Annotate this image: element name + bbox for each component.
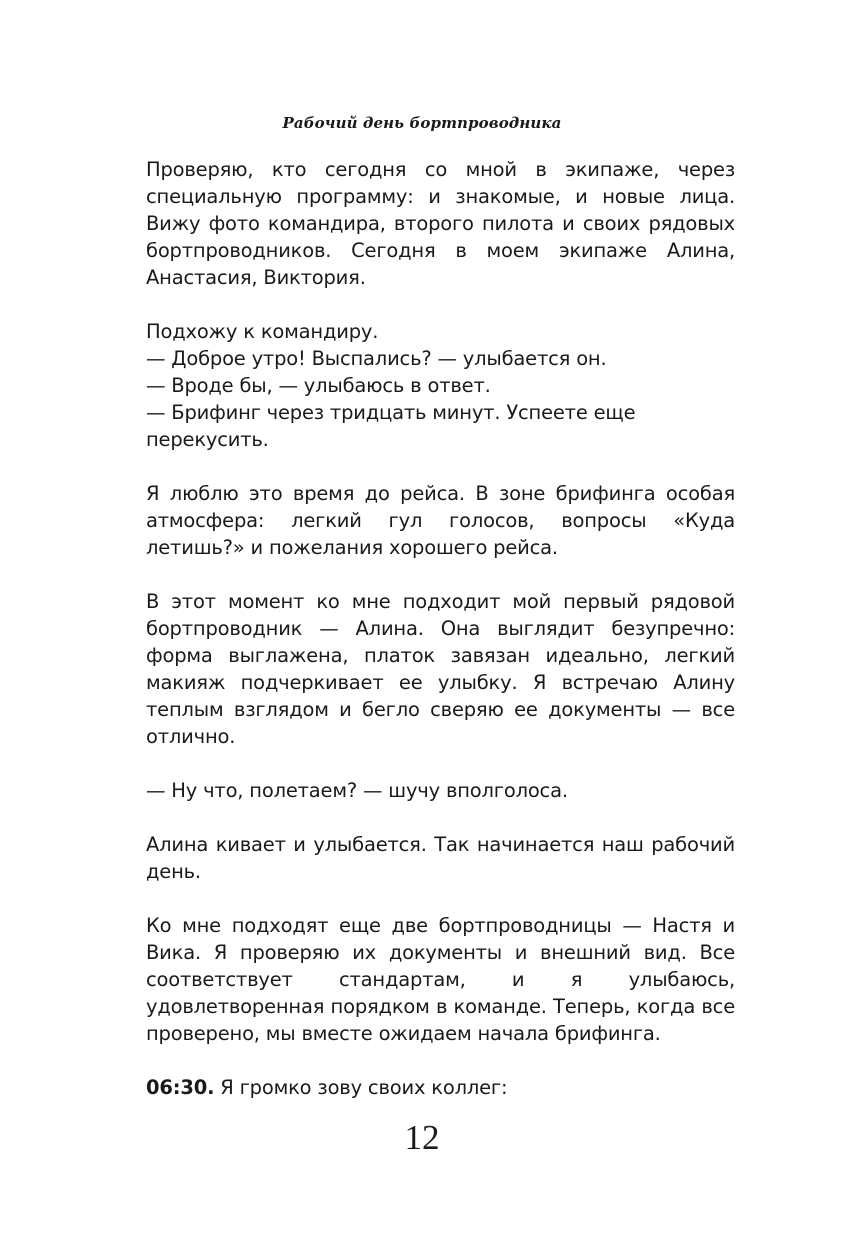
- body-text: [146, 156, 735, 1128]
- paragraph-joke: — Ну что, полетаем? — шучу вполголоса.: [146, 779, 568, 802]
- paragraph-nastya-vika: Ко мне подходят еще две бортпроводницы — Настя и Вика. Я проверяю их документы и внешний вид. Все соответствует стандартам, и я улыбаюсь, удовлетворенная порядком в команде. Теперь, когда все проверено, мы вместе ожидаем начала брифинга.: [146, 914, 735, 1045]
- paragraph-time-call: [146, 1074, 735, 1101]
- dialogue-line-3: — Брифинг через тридцать минут. Успеете еще перекусить.: [146, 401, 636, 451]
- running-header: Рабочий день бортпроводника: [282, 114, 562, 132]
- dialogue-line-2: — Вроде бы, — улыбаюсь в ответ.: [146, 374, 491, 397]
- paragraph-briefing-zone: Я люблю это время до рейса. В зоне брифинга особая атмосфера: легкий гул голосов, вопросы «Куда летишь?» и пожелания хорошего рейса.: [146, 482, 735, 559]
- page-number: 12: [404, 1118, 440, 1157]
- time-call-text: Я громко зову своих коллег:: [214, 1076, 508, 1099]
- time-stamp: 06:30.: [146, 1076, 215, 1099]
- paragraph-workday-start: Алина кивает и улыбается. Так начинается наш рабочий день.: [146, 833, 735, 883]
- paragraph-crew-check: Проверяю, кто сегодня со мной в экипаже, через специальную программу: и знакомые, и новые лица. Вижу фото командира, второго пилота и своих рядовых бортпроводников. Сегодня в моем экипаже Алина, Анастасия, Виктория.: [146, 158, 735, 289]
- dialogue-intro: Подхожу к командиру.: [146, 320, 379, 343]
- dialogue-line-1: — Доброе утро! Выспались? — улыбается он.: [146, 347, 607, 370]
- paragraph-alina: В этот момент ко мне подходит мой первый рядовой бортпроводник — Алина. Она выглядит безупречно: форма выглажена, платок завязан идеально, легкий макияж подчеркивает ее улыбку. Я встречаю Алину теплым взглядом и бегло сверяю ее документы — все отлично.: [146, 590, 735, 748]
